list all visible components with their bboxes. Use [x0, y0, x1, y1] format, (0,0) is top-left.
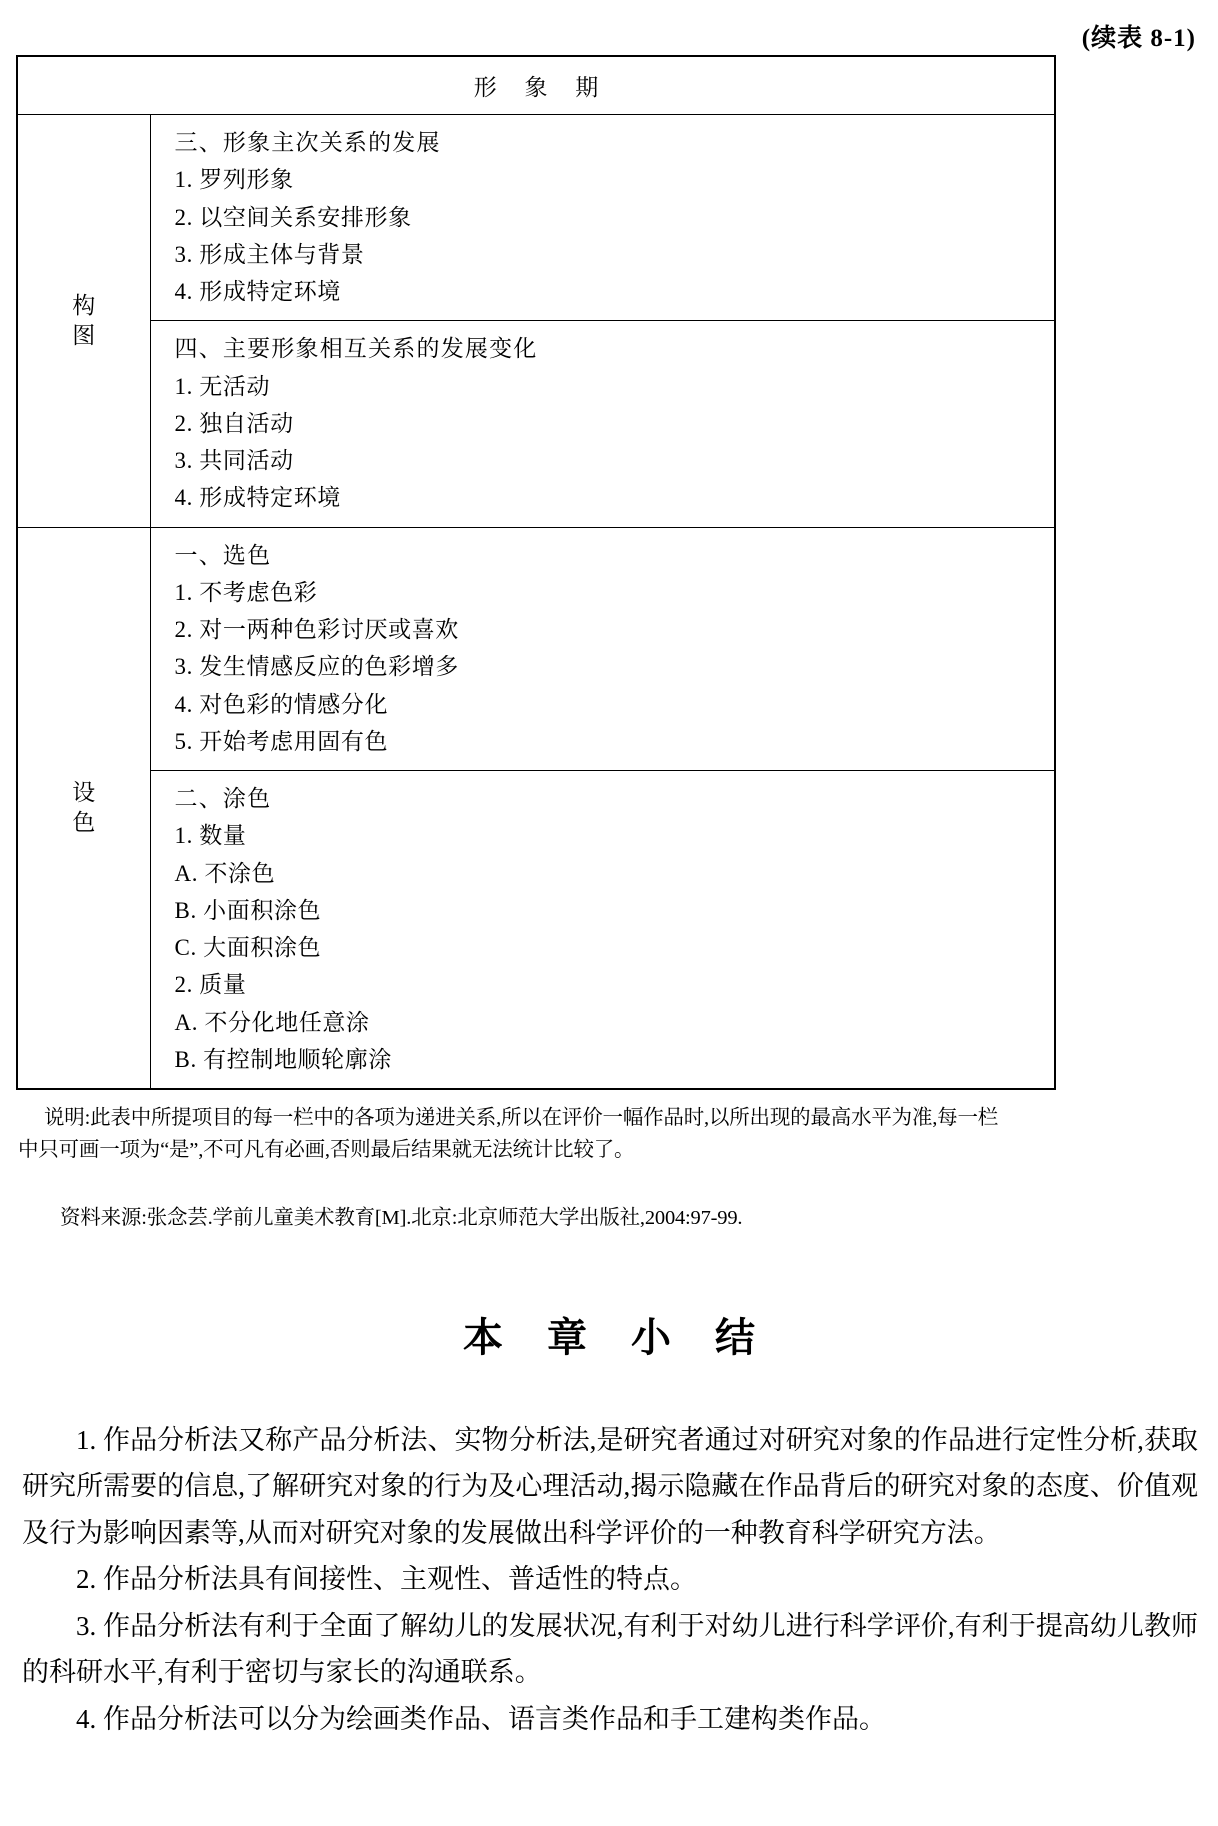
list-item: 4. 形成特定环境: [174, 279, 341, 304]
list-item: 1. 数量: [174, 823, 247, 849]
source-citation: [18, 1203, 1056, 1234]
table-header-row: [17, 56, 1055, 115]
running-head: (续表 8-1): [1081, 25, 1196, 52]
continued-table-8-1: [16, 55, 1056, 1090]
list-item: A. 不分化地任意涂: [174, 1009, 370, 1035]
category-char: 色: [72, 809, 96, 835]
list-item: 1. 无活动: [174, 373, 271, 399]
content-cell-composition: [150, 115, 1055, 528]
list-item: 3. 发生情感反应的色彩增多: [174, 654, 459, 680]
note-line: 说明:此表中所提项目的每一栏中的各项为递进关系,所以在评价一幅作品时,以所出现的最高水平为准,每一栏: [44, 1107, 999, 1129]
table-container: [16, 55, 1056, 1090]
summary-paragraph: 4. 作品分析法可以分为绘画类作品、语言类作品和手工建构类作品。: [76, 1703, 886, 1734]
content-cell-coloring: [150, 527, 1055, 1089]
summary-paragraph: 3. 作品分析法有利于全面了解幼儿的发展状况,有利于对幼儿进行科学评价,有利于提高幼儿教师的科研水平,有利于密切与家长的沟通联系。: [22, 1610, 1198, 1688]
block-heading: 二、涂色: [174, 786, 272, 811]
category-cell-coloring: [17, 527, 150, 1089]
list-item: 3. 形成主体与背景: [174, 241, 365, 267]
block-heading: 一、选色: [174, 542, 272, 568]
category-cell-composition: [17, 115, 150, 528]
summary-paragraph: 1. 作品分析法又称产品分析法、实物分析法,是研究者通过对研究对象的作品进行定性分析,获取研究所需要的信息,了解研究对象的行为及心理活动,揭示隐藏在作品背后的研究对象的态度、价值观及行为影响因素等,从而对研究对象的发展做出科学评价的一种教育科学研究方法。: [22, 1425, 1198, 1548]
list-item: 4. 对色彩的情感分化: [174, 691, 389, 717]
table-body: [17, 56, 1055, 1089]
block-heading: 四、主要形象相互关系的发展变化: [174, 336, 538, 362]
list-item: 1. 不考虑色彩: [174, 579, 318, 605]
table-note: [18, 1102, 1056, 1167]
list-item: 2. 对一两种色彩讨厌或喜欢: [174, 617, 459, 642]
block-heading: 三、形象主次关系的发展: [174, 130, 441, 155]
list-item: 2. 以空间关系安排形象: [174, 204, 412, 230]
list-item: 2. 独自活动: [174, 410, 294, 436]
list-item: 5. 开始考虑用固有色: [174, 728, 389, 754]
category-char: 构: [72, 292, 96, 318]
list-item: 1. 罗列形象: [174, 167, 294, 193]
table-row: [17, 527, 1055, 1089]
category-char: 设: [72, 779, 96, 805]
list-item: C. 大面积涂色: [174, 935, 322, 960]
source-line: 资料来源:张念芸.学前儿童美术教育[M].北京:北京师范大学出版社,2004:97-99.: [60, 1207, 743, 1229]
sub-block: [151, 115, 1055, 320]
list-item: 3. 共同活动: [174, 448, 294, 473]
list-item: A. 不涂色: [174, 860, 276, 886]
list-item: 2. 质量: [174, 972, 247, 998]
list-item: B. 有控制地顺轮廓涂: [174, 1046, 392, 1072]
table-row: [17, 115, 1055, 528]
category-char: 图: [72, 322, 96, 348]
note-line: 中只可画一项为“是”,不可凡有必画,否则最后结果就无法统计比较了。: [18, 1139, 635, 1162]
sub-block: [151, 770, 1055, 1088]
sub-block: [151, 320, 1055, 526]
list-item: 4. 形成特定环境: [174, 485, 341, 511]
chapter-summary-title: 本 章 小 结: [463, 1315, 772, 1360]
sub-block: [151, 528, 1055, 771]
list-item: B. 小面积涂色: [174, 897, 322, 923]
chapter-summary-body: [22, 1417, 1198, 1742]
summary-paragraph: 2. 作品分析法具有间接性、主观性、普适性的特点。: [76, 1564, 697, 1595]
table-header-cell: 形 象 期: [17, 56, 1055, 115]
